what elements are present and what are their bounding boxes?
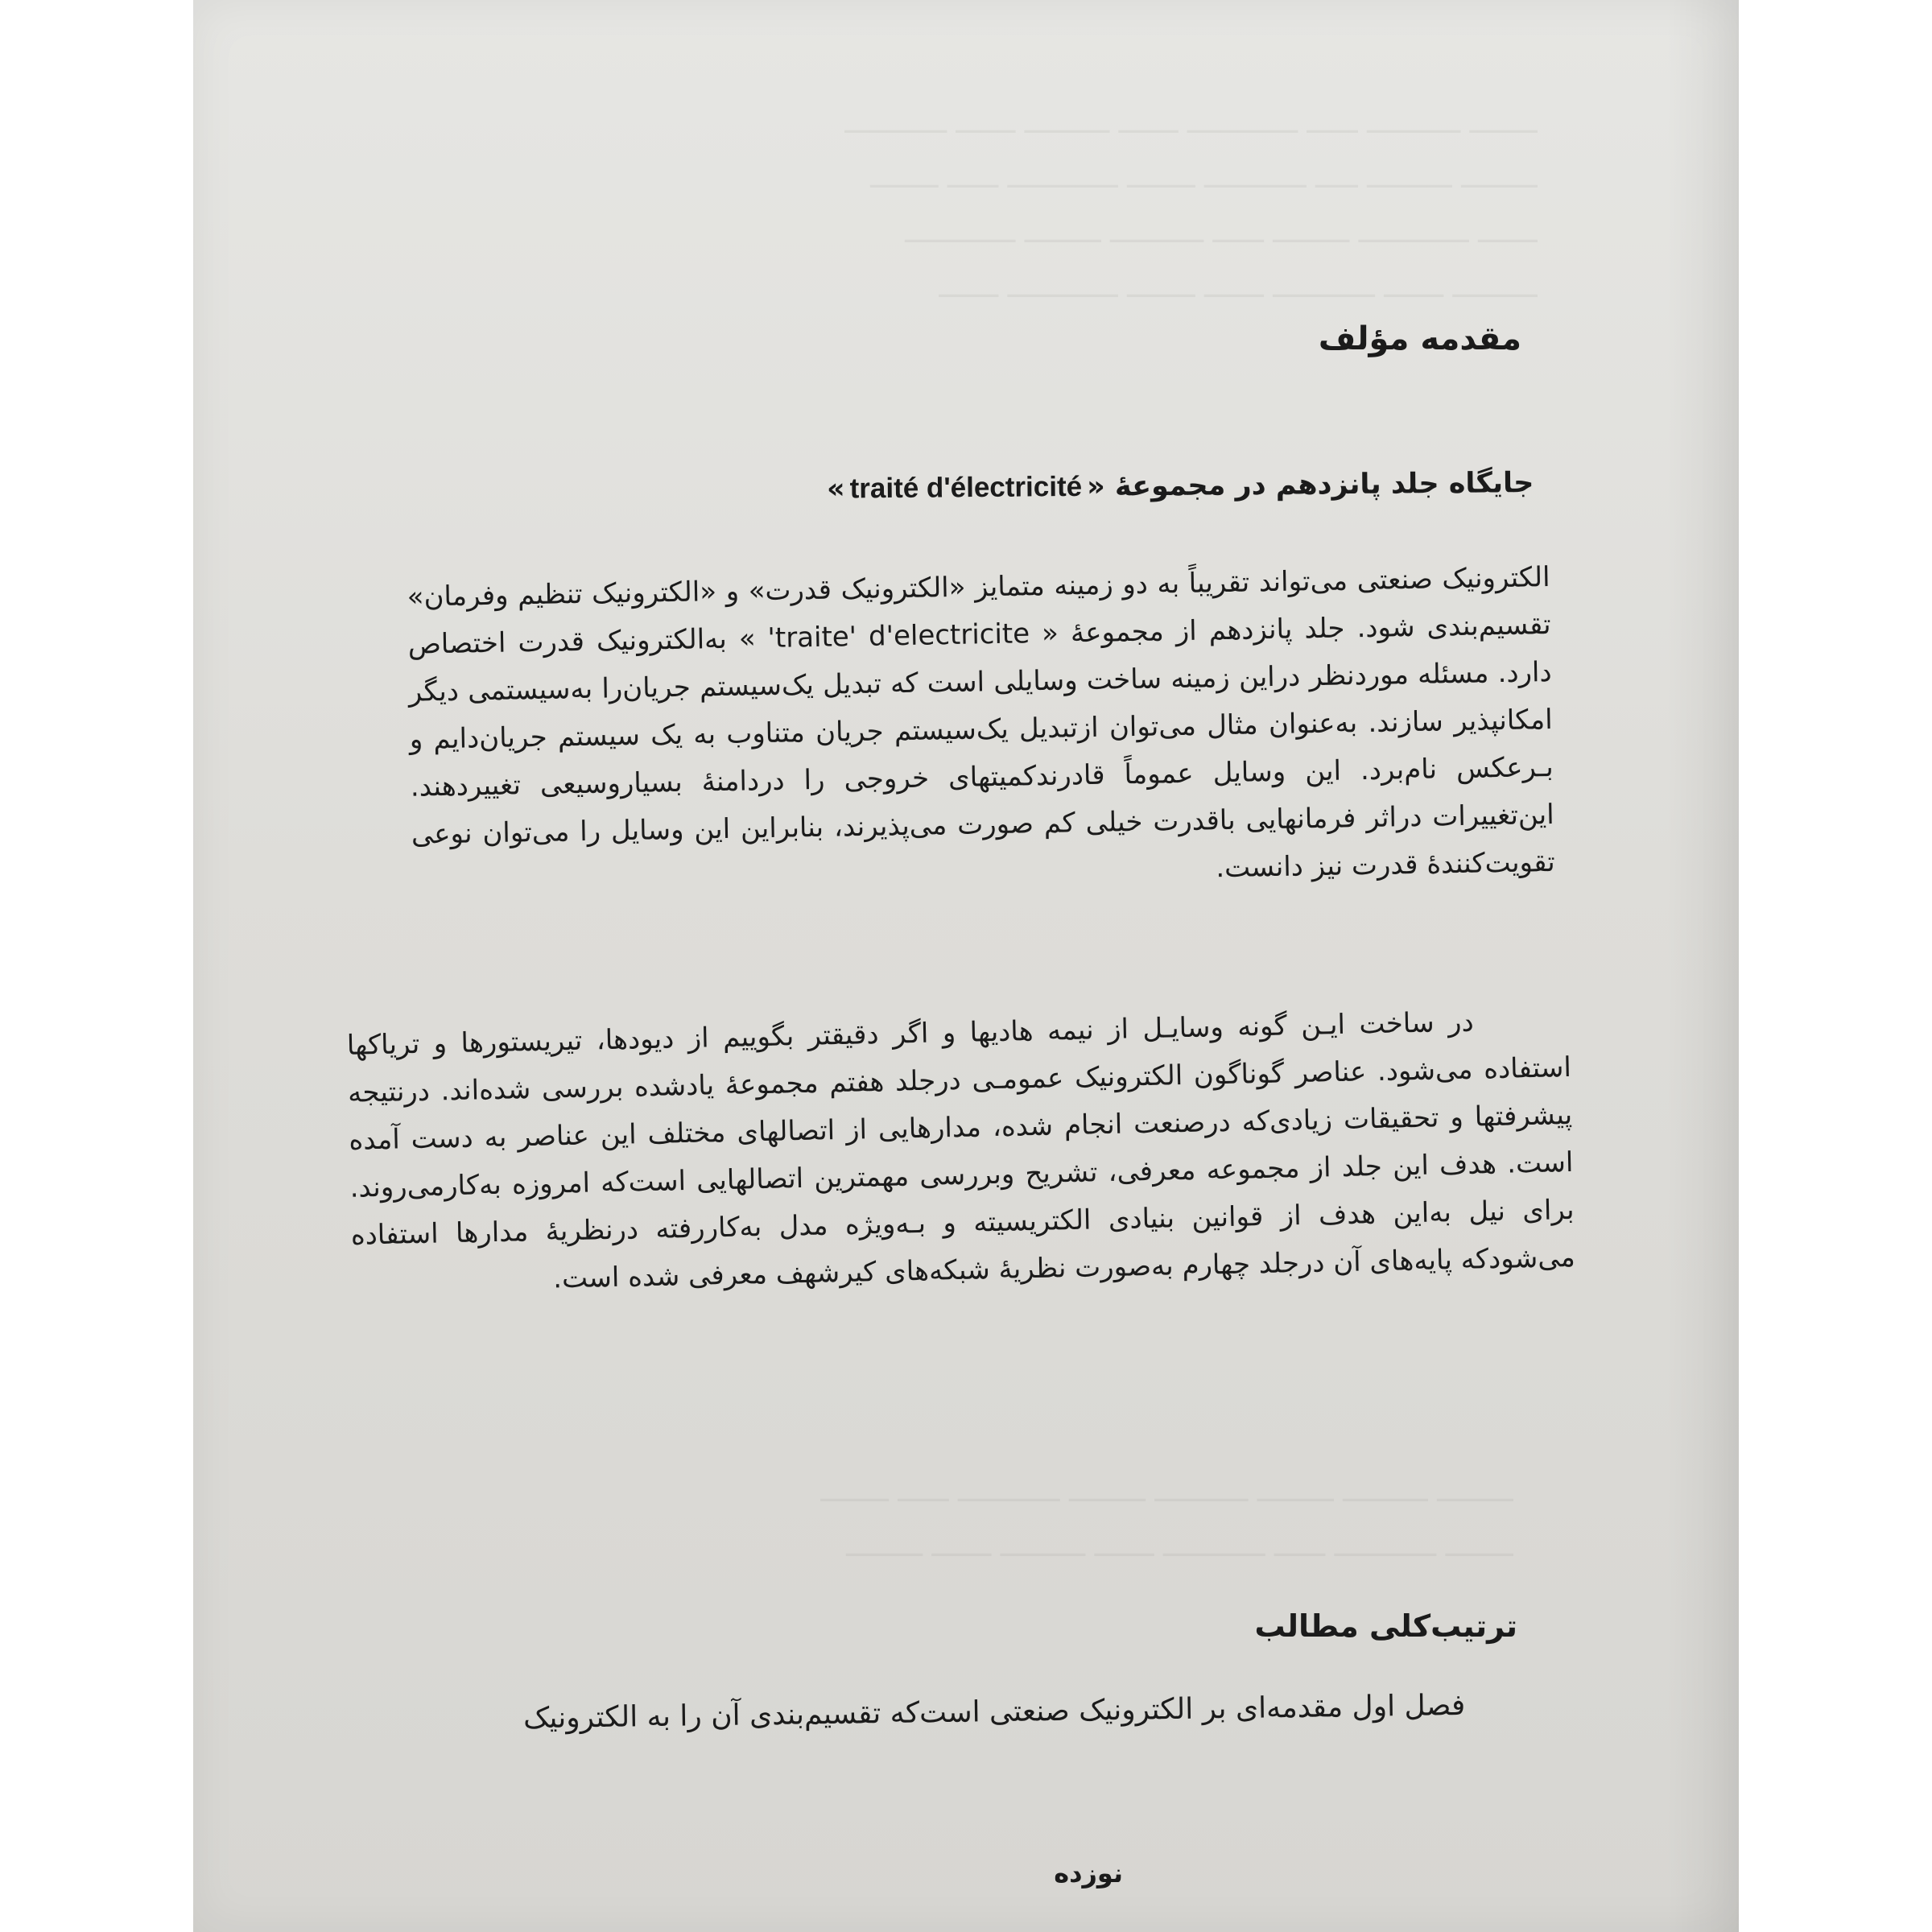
subtitle-latin-title: traité d'électricité (849, 470, 1082, 505)
paragraph-semiconductors: در ساخت ایـن گونه وسایـل از نیمه هادیها و اگر دقیقتر بگوییم از دیودها، تیریستورها و تریاکها استفاده می‌شود. عناصر گوناگون الکترونیک عمومـی درجلد هفتم مجموعهٔ یادشده بررسی شده‌اند. درنتیجه پیشرفتها و تحقیقات زیادی‌که درصنعت انجام شده، مدارهایی از اتصالهای مختلف این عناصر به دست آمده است. هدف این جلد از مجموعه معرفی، تشریح وبررسی مهمترین اتصالهایی است‌که امروزه به‌کارمی‌روند. برای نیل به‌این هدف از قوانین بنیادی الکتریسیته و بـه‌ویژه مدل به‌کاررفته درنظریهٔ مدارها استفاده می‌شودکه پایه‌های آن درجلد چهارم به‌صورت نظریهٔ شبکه‌های کیرشهف معرفی شده است. (346, 1005, 1576, 1295)
page-title: مقدمه مؤلف (1318, 320, 1521, 357)
paragraph-chapter-one: فصل اول مقدمه‌ای بر الکترونیک صنعتی است‌که تقسیم‌بندی آن را به الکترونیک (522, 1689, 1466, 1736)
page-edge-shadow (1666, 0, 1739, 1932)
section-subtitle (826, 467, 1534, 506)
subtitle-text: جایگاه جلد پانزدهم در مجموعهٔ « (1086, 467, 1534, 503)
bleed-through-text-lower: ـــــــــ ــــــــــ ـــــــــ ـــــــــــ ـــــــــ ــــــــــــ ــــــ ــــــــ ــــــــ ــــــــــــ ــــــ ــــــــــــ ـــــــ ــــــــــ ـــــــ ـــــــــ (820, 1476, 1513, 1563)
paragraph-power-electronics: الکترونیک صنعتی می‌تواند تقریباً به دو زمینه متمایز «الکترونیک قدرت» و «الکترونیک تنظیم وفرمان» تقسیم‌بندی شود. جلد پانزدهم از مجموعهٔ « traite' d'electricite' » به‌الکترونیک قدرت اختصاص دارد. مسئله موردنظر دراین زمینه ساخت وسایلی است که تبدیل یک‌سیستم جریان‌را به‌سیستمی دیگر امکانپذیر سازند. به‌عنوان مثال می‌توان ازتبدیل یک‌سیستم جریان متناوب به یک سیستم جریان‌دایم و بـرعکس نام‌برد. این وسایل عموماً قادرندکمیتهای خروجی را دردامنهٔ بسیاروسیعی تغییردهند. این‌تغییرات دراثر فرمانهایی باقدرت خیلی کم صورت می‌پذیرند، بنابراین این وسایل را می‌توان نوعی تقویت‌کنندهٔ قدرت نیز دانست. (407, 560, 1556, 885)
bleed-through-text: ــــــــ ـــــــــــ ــــــ ـــــــــــــ ـــــــ ــــــــــ ـــــــ ــــــــــــ ـــــــــ ــــــــــ ـــــ ــــــــــــ ــــــــ ـــــــــــــ ــــــ ــــــــ ـــــــ ـــــــــــــ ـــــــــ ــــــ ـــــــــــ ـــــــــ ـــــــــــــ ــــــــــ ـــــــ ــــــــــــ ـــــــ ــــــــ ـــــــــــــ ـــــــ (844, 107, 1538, 304)
section-heading-contents-order: ترتیب‌کلی مطالب (1254, 1608, 1517, 1644)
page-number: نوزده (1054, 1858, 1123, 1889)
subtitle-closing-quote: » (826, 473, 845, 506)
book-page (193, 0, 1739, 1932)
